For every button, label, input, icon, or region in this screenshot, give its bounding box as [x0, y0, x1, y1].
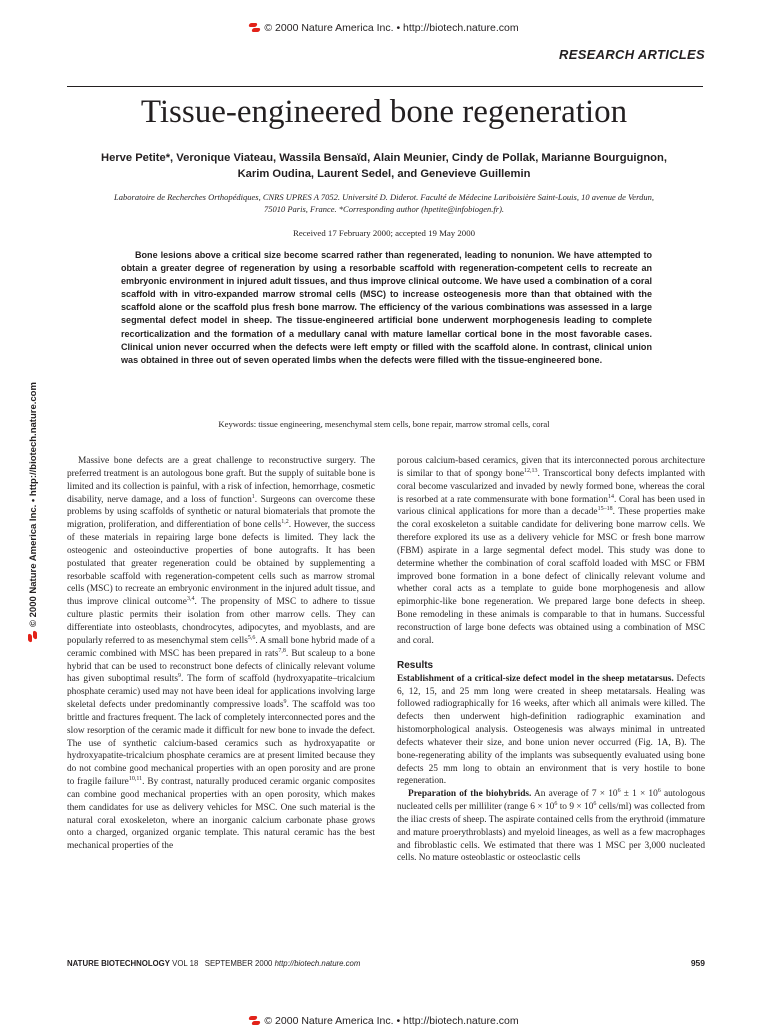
reference-superscript: 3,4	[186, 596, 195, 603]
reference-superscript: 9	[177, 673, 181, 680]
header-credit-text: © 2000 Nature America Inc. • http://biotech.nature.com	[264, 22, 519, 34]
bottom-credit	[0, 1015, 768, 1027]
reference-superscript: 15–18	[597, 506, 613, 513]
body-column-right	[397, 455, 705, 865]
reference-superscript: 7,8	[278, 647, 286, 654]
received-dates: Received 17 February 2000; accepted 19 May 2000	[293, 228, 475, 238]
reference-superscript: 5,6	[247, 634, 256, 641]
reference-superscript: 9	[283, 699, 287, 706]
reference-superscript: 10,11	[128, 776, 143, 783]
journal-url[interactable]: http://biotech.nature.com	[274, 959, 361, 968]
reference-superscript: 6	[617, 788, 621, 795]
page-footer	[67, 959, 705, 968]
subsection-heading: Establishment of a critical-size defect model in the sheep metatarsus.	[397, 673, 674, 684]
results-heading: Results	[397, 659, 434, 671]
author-line: Herve Petite*, Veronique Viateau, Wassila Bensaïd, Alain Meunier, Cindy de Pollak, Marianne Bourguignon,	[101, 152, 667, 164]
header-credit	[0, 22, 768, 34]
reference-superscript: 6	[554, 801, 558, 808]
page-number: 959	[690, 958, 705, 968]
journal-name: NATURE BIOTECHNOLOGY	[67, 959, 170, 968]
body-column-left	[67, 455, 375, 853]
reference-superscript: 1,2	[281, 519, 289, 526]
affiliation-line: 75010 Paris, France. *Corresponding author (hpetite@infobiogen.fr).	[263, 204, 505, 214]
keywords: Keywords: tissue engineering, mesenchymal stem cells, bone repair, marrow stromal cells, coral	[218, 419, 550, 429]
results-paragraph	[397, 673, 705, 789]
issue-info: VOL 18 SEPTEMBER 2000	[172, 959, 273, 968]
section-label: RESEARCH ARTICLES	[559, 47, 705, 62]
bottom-credit-text: © 2000 Nature America Inc. • http://biotech.nature.com	[264, 1015, 519, 1027]
affiliation-line: Laboratoire de Recherches Orthopédiques, CNRS UPRES A 7052. Université D. Diderot. Faculté de Médecine Lariboisière Saint-Louis, 10 avenue de Verdun,	[114, 192, 654, 202]
reference-superscript: 12,13	[524, 467, 538, 474]
npg-logo-icon	[28, 630, 37, 642]
reference-superscript: 6	[657, 788, 661, 795]
results-paragraph	[397, 788, 705, 865]
results-paragraph-text: An average of $7 \times 10^6 \pm 1 \times 10^6$ autologous nucleated cells per milliliter (range $6 \times 10^6$ to $9 \times 10^6$ cells/ml) was collected from the iliac crests of sheep. The aspirate contained cells from the erythroid (immature and mature proerythroblasts) and myeloid lineages, as well as a few macrophages and fibroblastic cells. We estimated that there was 1 MSC per 3,000 nucleated cells. No mature osteoblastic or osteoclastic cells	[397, 788, 706, 864]
header-rule	[67, 86, 703, 87]
article-title: Tissue-engineered bone regeneration	[140, 94, 628, 130]
reference-superscript: 14	[607, 493, 614, 500]
abstract: Bone lesions above a critical size become scarred rather than regenerated, leading to nonunion. We have attempted to obtain a greater degree of regeneration by using a resorbable scaffold with regeneration-competent cells to recreate an embryonic environment in injured adult tissues, and thus improve clinical outcome. We have used a combination of a coral scaffold with in vitro-expanded marrow stromal cells (MSC) to increase osteogenesis more than that obtained with the scaffold alone or the scaffold plus fresh bone marrow. The efficiency of the various combinations was assessed in a large segmental defect model in sheep. The tissue-engineered artificial bone underwent morphogenesis leading to complete recorticalization and the formation of a medullary canal with mature lamellar cortical bone in the most favorable cases. Clinical union never occurred when the defects were left empty or filled with the scaffold alone. In contrast, clinical union was obtained in three out of seven operated limbs when the defects were filled with the tissue-engineered bone.	[121, 250, 652, 365]
author-line: Karim Oudina, Laurent Sedel, and Genevieve Guillemin	[237, 167, 531, 180]
results-paragraph-text: Defects 6, 12, 15, and 25 mm long were created in sheep metatarsals. Healing was followed radiographically for 16 weeks, after which all animals were killed. The defects then underwent high-definition radiographic examination and histomorphological analysis. Osteogenesis was always minimal in untreated defects whatever their size, and bone union never occurred (Fig. 1A, B). The bone-regenerating ability of the implants was subsequently evaluated using bone defects 25 mm long to obtain an environment that is very hostile to bone regeneration.	[397, 673, 705, 787]
npg-logo-icon	[249, 23, 261, 32]
intro-paragraph: Massive bone defects are a great challenge to reconstructive surgery. The preferred treatment is an autologous bone graft. But the supply of suitable bone is limited and its collection is painful, with a risk of infection, hemorrhage, cosmetic disability, nerve damage, and a loss of function$^1$. Surgeons can overcome these problems by using scaffolds of synthetic or natural biomaterials that promote the migration, proliferation, and differentiation of bone cells$^{1,2}$. However, the success of these materials in repairing large bone defects is limited. They lack the osteogenic and osteoinductive properties of bone autografts. It has been postulated that greater regeneration could be obtained by supplementing a resorbable scaffold with regeneration-competent cells such as marrow stromal cells (MSC) to recreate an embryonic environment in the injured adult tissue, and thus improve clinical outcome$^{3,4}$. The propensity of MSC to adhere to tissue culture plastic permits their isolation from other marrow cells. They can differentiate into osteoblasts, chondrocytes, adipocytes, and myoblasts, and are popularly referred to as mesenchymal stem cells$^{5,6}$. A small bone hybrid made of a ceramic combined with MSC has been prepared in rats$^{7,8}$. But scaleup to a bone hybrid that can be used to reconstruct bone defects of clinically relevant volume has given suboptimal results$^9$. The form of scaffold (hydroxyapatite–tricalcium phosphate ceramic) used may not have been ideal for applications involving large skeletal defects under predominantly compressive loads$^9$. The scaffold was too brittle and fractures frequent. The lack of completely interconnected pores and the slow resorption of the ceramic made it difficult for new bone to invade the defect. The use of synthetic calcium-based ceramics such as hydroxyapatite or hydroxyapatite-tricalcium phosphate ceramics are at present limited because they do not combine good mechanical properties with an open porosity and are prone to fragile failure$^{10,11}$. By contrast, naturally produced ceramic organic composites can combine good mechanical properties with an open porosity, which makes them candidates for use as delivery vehicles for MSC. One such material is the natural coral exoskeleton, where an inorganic calcium carbonate phase grows onto a charged, organized organic template. This natural ceramic has the best mechanical properties of the	[67, 456, 376, 852]
side-credit-text: © 2000 Nature America Inc. • http://biotech.nature.com	[28, 382, 39, 627]
reference-superscript: 6	[593, 801, 597, 808]
author-list	[60, 151, 708, 182]
intro-paragraph-continued: porous calcium-based ceramics, given that its interconnected porous architecture is similar to that of spongy bone$^{12,13}$. Transcortical bony defects implanted with coral become vascularized and invaded by newly formed bone, whereas the coral is resorbed at a rate commensurate with bone formation$^{14}$. Coral has been used in various clinical applications for more than a decade$^{15-18}$. These properties make the coral exoskeleton a suitable candidate for delivering bone marrow cells. We therefore explored its use as a delivery vehicle for MSC or fresh bone marrow (FBM) aspirate in a large segmental defect model. This study was done to determine whether the combination of coral scaffold loaded with MSC or FBM improved bone formation in a bone defect of clinically relevant volume and whether coral acts as a template to guide bone morphogenesis and allow epimorphic-like bone regeneration. We prepared large bone defects in sheep. Bone remodeling in these animals is comparable to that in humans. Successful reconstruction of large bone defects was obtained using a combination of MSC and coral.	[397, 456, 706, 646]
reference-superscript: 1	[251, 493, 255, 500]
subsection-heading: Preparation of the biohybrids.	[408, 789, 532, 800]
affiliation	[70, 191, 698, 215]
